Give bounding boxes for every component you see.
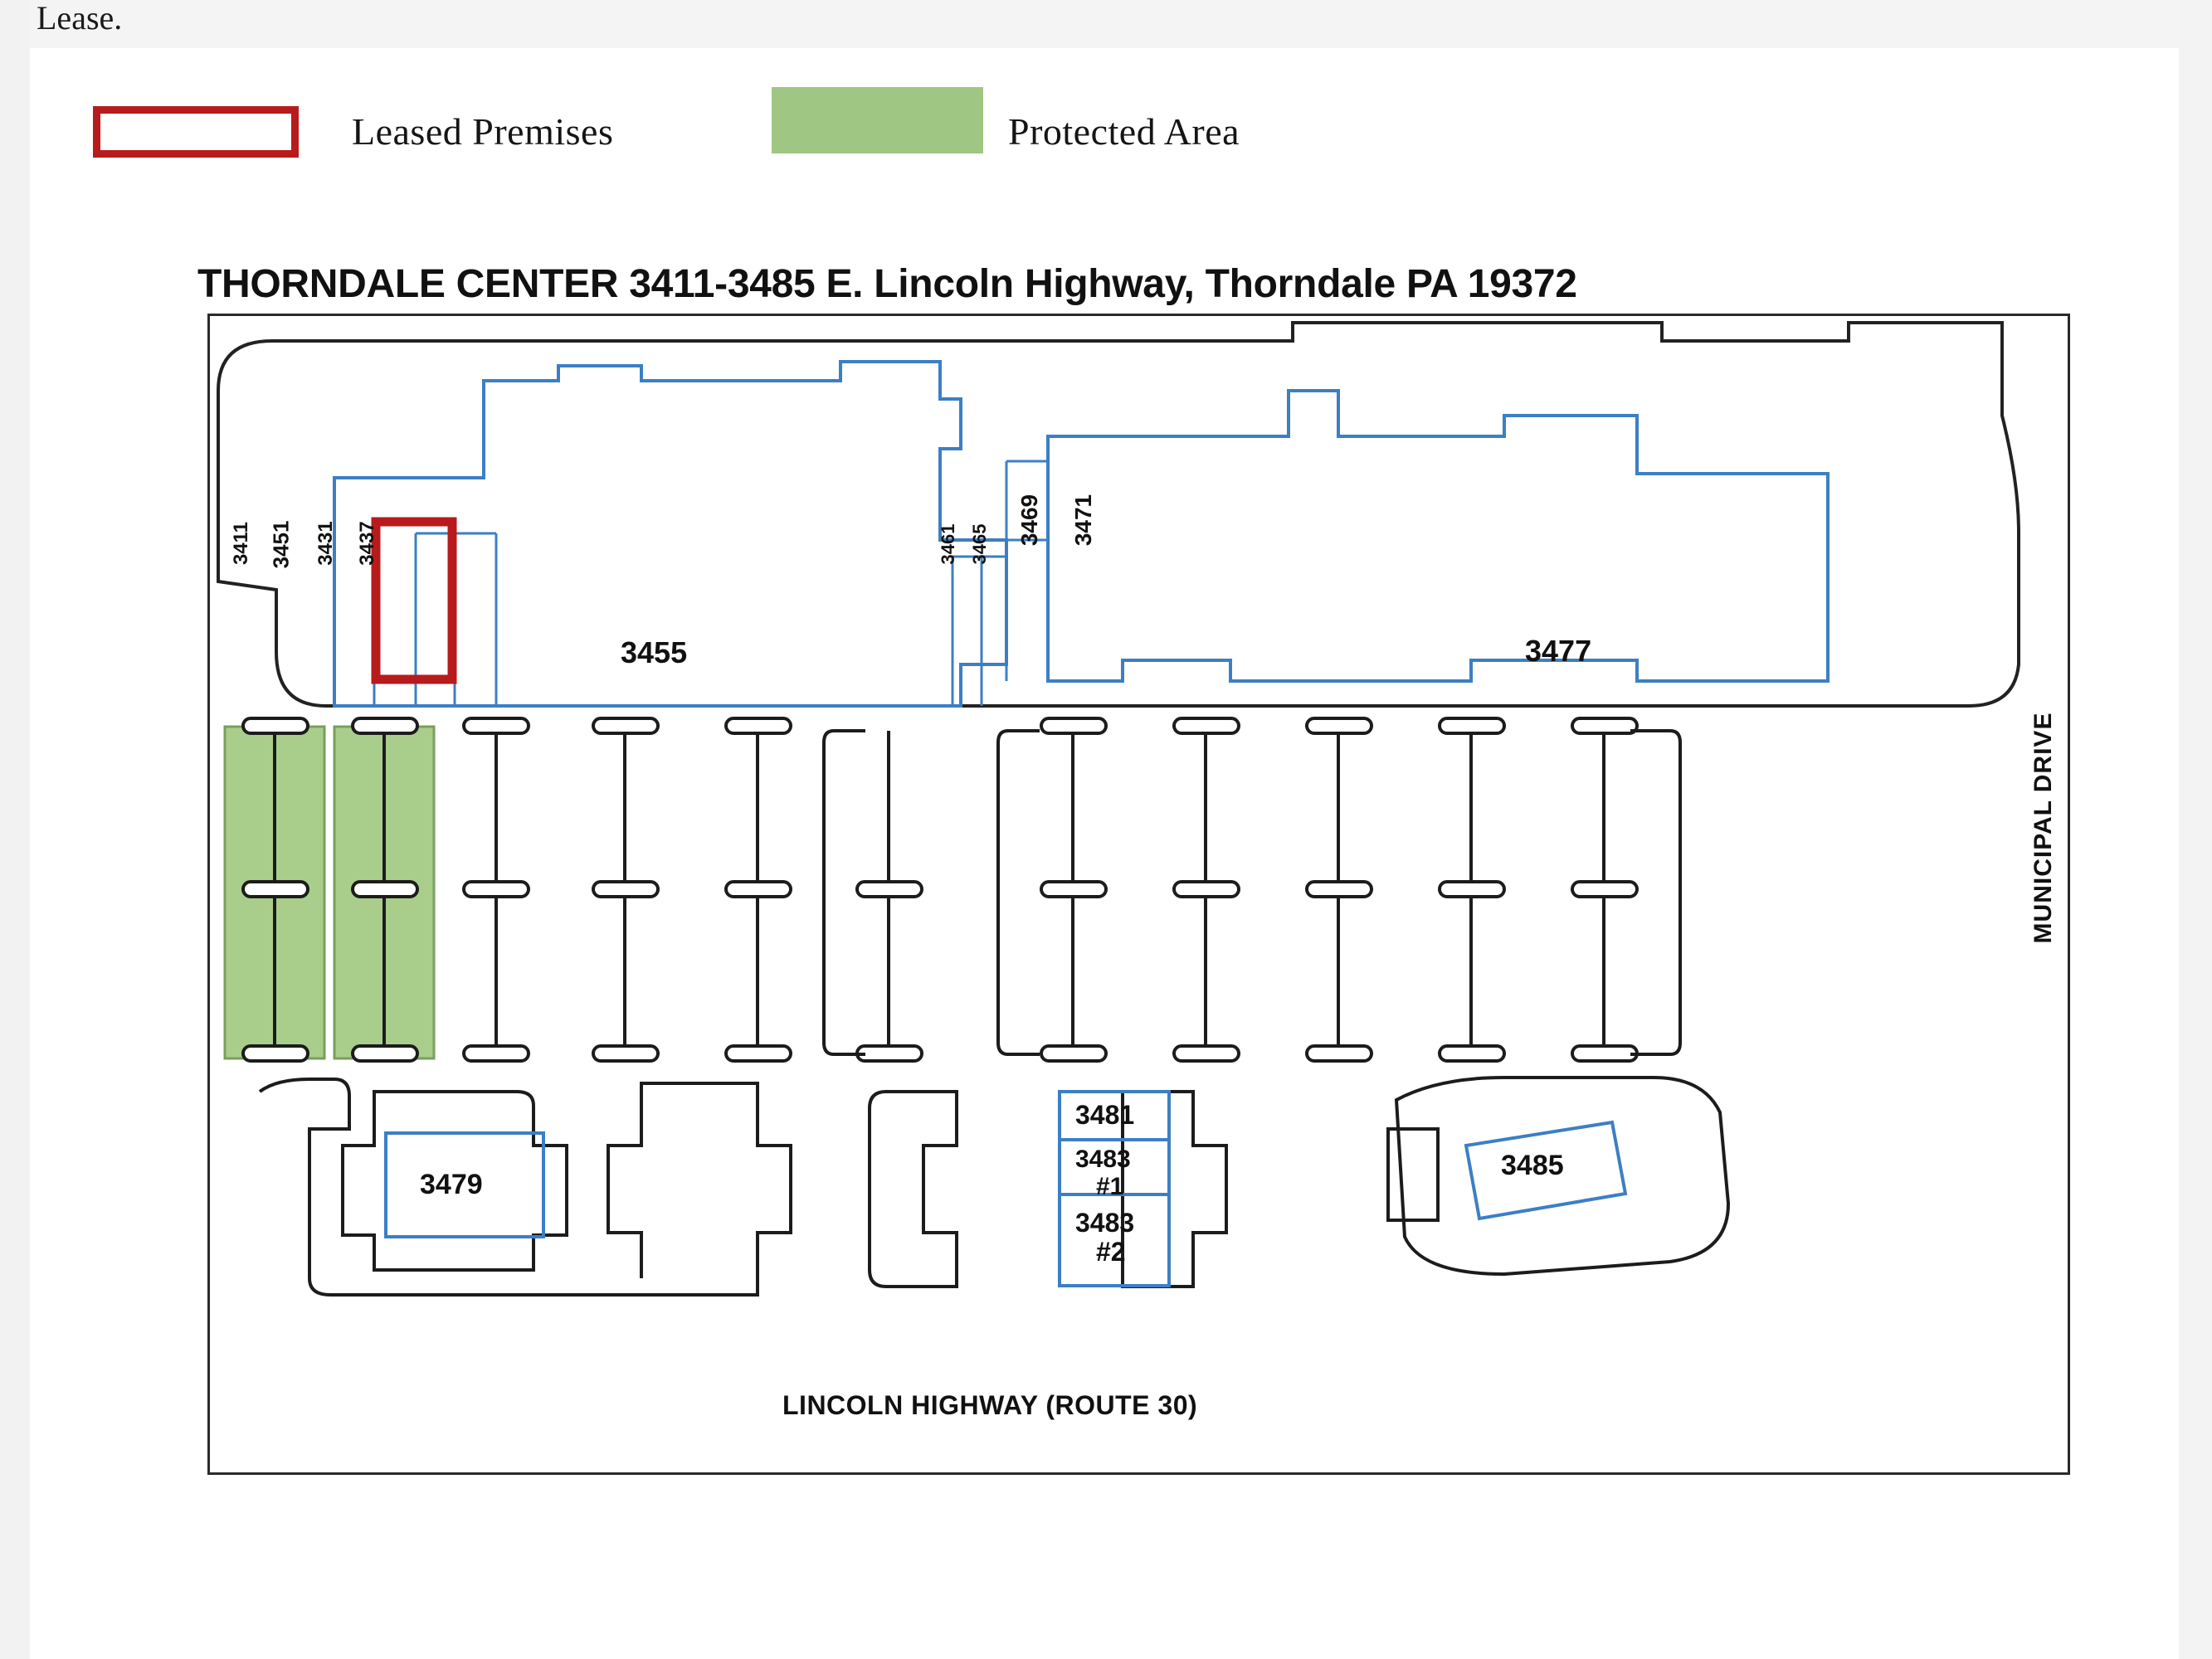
unit-label-3483-1-line2: #1 [1096, 1173, 1124, 1200]
legend-swatch-leased [93, 106, 299, 158]
unit-label-3465: 3465 [969, 523, 990, 565]
unit-label-3483-2-line1: 3483 [1075, 1208, 1135, 1238]
page-top-shade [0, 0, 2212, 48]
unit-label-3479: 3479 [420, 1169, 483, 1200]
leased-premises-highlight [376, 522, 452, 679]
unit-label-3451: 3451 [268, 520, 294, 569]
unit-label-3483-2-line2: #2 [1096, 1237, 1126, 1267]
legend-label-leased: Leased Premises [352, 110, 614, 153]
unit-label-3455: 3455 [621, 635, 688, 669]
page-right-margin [2179, 0, 2212, 1659]
unit-label-3471: 3471 [1070, 494, 1096, 547]
unit-label-3477: 3477 [1525, 634, 1592, 668]
street-label-lincoln-highway: LINCOLN HIGHWAY (ROUTE 30) [782, 1390, 1198, 1420]
unit-label-3411: 3411 [230, 521, 252, 566]
page-left-margin [0, 0, 30, 1659]
legend-swatch-protected [772, 87, 983, 153]
unit-label-3481: 3481 [1075, 1100, 1135, 1130]
unit-label-3485: 3485 [1501, 1150, 1564, 1181]
site-plan-drawing [210, 316, 2068, 1472]
legend-label-protected: Protected Area [1008, 110, 1240, 153]
unit-label-3483-1-line1: 3483 [1075, 1146, 1131, 1173]
site-plan [207, 314, 2070, 1475]
unit-label-3431: 3431 [314, 521, 337, 566]
street-label-municipal-drive: MUNICIPAL DRIVE [2029, 712, 2057, 944]
unit-label-3437: 3437 [356, 521, 378, 566]
unit-label-3469: 3469 [1016, 494, 1042, 547]
unit-label-3461: 3461 [938, 523, 958, 565]
plan-title: THORNDALE CENTER 3411-3485 E. Lincoln Highway, Thorndale PA 19372 [197, 262, 1577, 306]
cropped-top-text: Lease. [37, 7, 123, 36]
